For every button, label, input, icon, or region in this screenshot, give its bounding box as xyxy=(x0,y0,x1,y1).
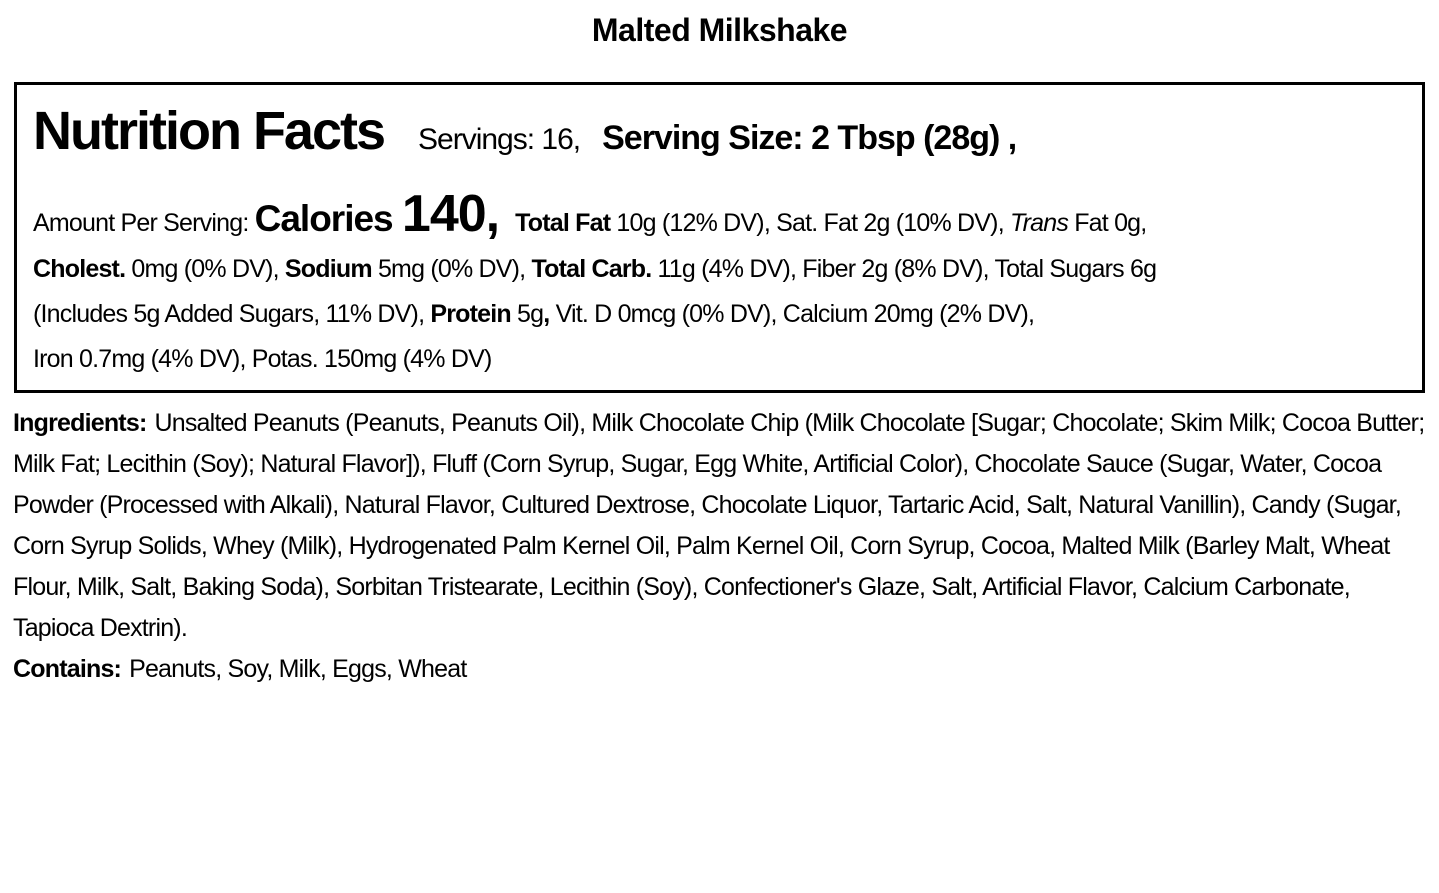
servings-count: Servings: 16, xyxy=(418,123,581,156)
added-sugars-value: (Includes 5g Added Sugars, 11% DV), xyxy=(33,300,431,328)
product-title: Malted Milkshake xyxy=(591,12,848,48)
sodium-label: Sodium xyxy=(284,255,372,283)
vitamin-d-calcium-values: Vit. D 0mcg (0% DV), Calcium 20mg (2% DV), xyxy=(549,300,1035,328)
protein-label: Protein xyxy=(430,300,511,328)
contains-line xyxy=(13,649,1425,690)
cholesterol-value: 0mg (0% DV), xyxy=(125,255,285,283)
contains-text: Peanuts, Soy, Milk, Eggs, Wheat xyxy=(129,655,467,683)
nutrition-facts-box xyxy=(14,82,1425,393)
ingredients-paragraph xyxy=(13,403,1425,649)
total-fat-and-sat-fat-values: 10g (12% DV), Sat. Fat 2g (10% DV), xyxy=(610,209,1010,237)
cholesterol-label: Cholest. xyxy=(33,255,126,283)
protein-comma: , xyxy=(543,300,550,328)
carb-fiber-sugars-values: 11g (4% DV), Fiber 2g (8% DV), Total Sugars 6g xyxy=(651,255,1157,283)
total-fat-label: Total Fat xyxy=(515,209,611,237)
nutrition-facts-heading: Nutrition Facts xyxy=(33,101,385,161)
nutrition-line xyxy=(33,181,1406,247)
nutrition-line xyxy=(33,292,1406,337)
total-carb-label: Total Carb. xyxy=(531,255,652,283)
trans-fat-label: Trans xyxy=(1010,209,1069,237)
nutrition-facts-body xyxy=(33,181,1406,382)
amount-per-serving-label: Amount Per Serving: xyxy=(33,209,255,237)
nutrition-facts-header-line xyxy=(33,95,1406,181)
contains-label: Contains: xyxy=(13,655,122,683)
calories-label: Calories xyxy=(254,198,402,239)
sodium-value: 5mg (0% DV), xyxy=(371,255,532,283)
trans-fat-value: Fat 0g, xyxy=(1068,209,1147,237)
nutrition-line xyxy=(33,337,1406,382)
calories-value: 140, xyxy=(401,185,500,243)
ingredients-section xyxy=(13,403,1425,690)
iron-potassium-values: Iron 0.7mg (4% DV), Potas. 150mg (4% DV) xyxy=(33,345,492,373)
nutrition-line xyxy=(33,247,1406,292)
ingredients-text: Unsalted Peanuts (Peanuts, Peanuts Oil), Milk Chocolate Chip (Milk Chocolate [Sugar; Chocolate; Skim Milk; Cocoa Butter; Milk Fat; Lecithin (Soy); Natural Flavor]), Fluff (Corn Syrup, Sugar, Egg White, Artificial Color), Chocolate Sauce (Sugar, Water, Cocoa Powder (Processed with Alkali), Natural Flavor, Cultured Dextrose, Chocolate Liquor, Tartaric Acid, Salt, Natural Vanillin), Candy (Sugar, Corn Syrup Solids, Whey (Milk), Hydrogenated Palm Kernel Oil, Palm Kernel Oil, Corn Syrup, Cocoa, Malted Milk (Barley Malt, Wheat Flour, Milk, Salt, Baking Soda), Sorbitan Tristearate, Lecithin (Soy), Confectioner's Glaze, Salt, Artificial Flavor, Calcium Carbonate, Tapioca Dextrin). xyxy=(13,409,1425,642)
serving-size-value: Serving Size: 2 Tbsp (28g) , xyxy=(602,119,1017,157)
ingredients-label: Ingredients: xyxy=(13,409,147,437)
protein-value: 5g xyxy=(510,300,544,328)
